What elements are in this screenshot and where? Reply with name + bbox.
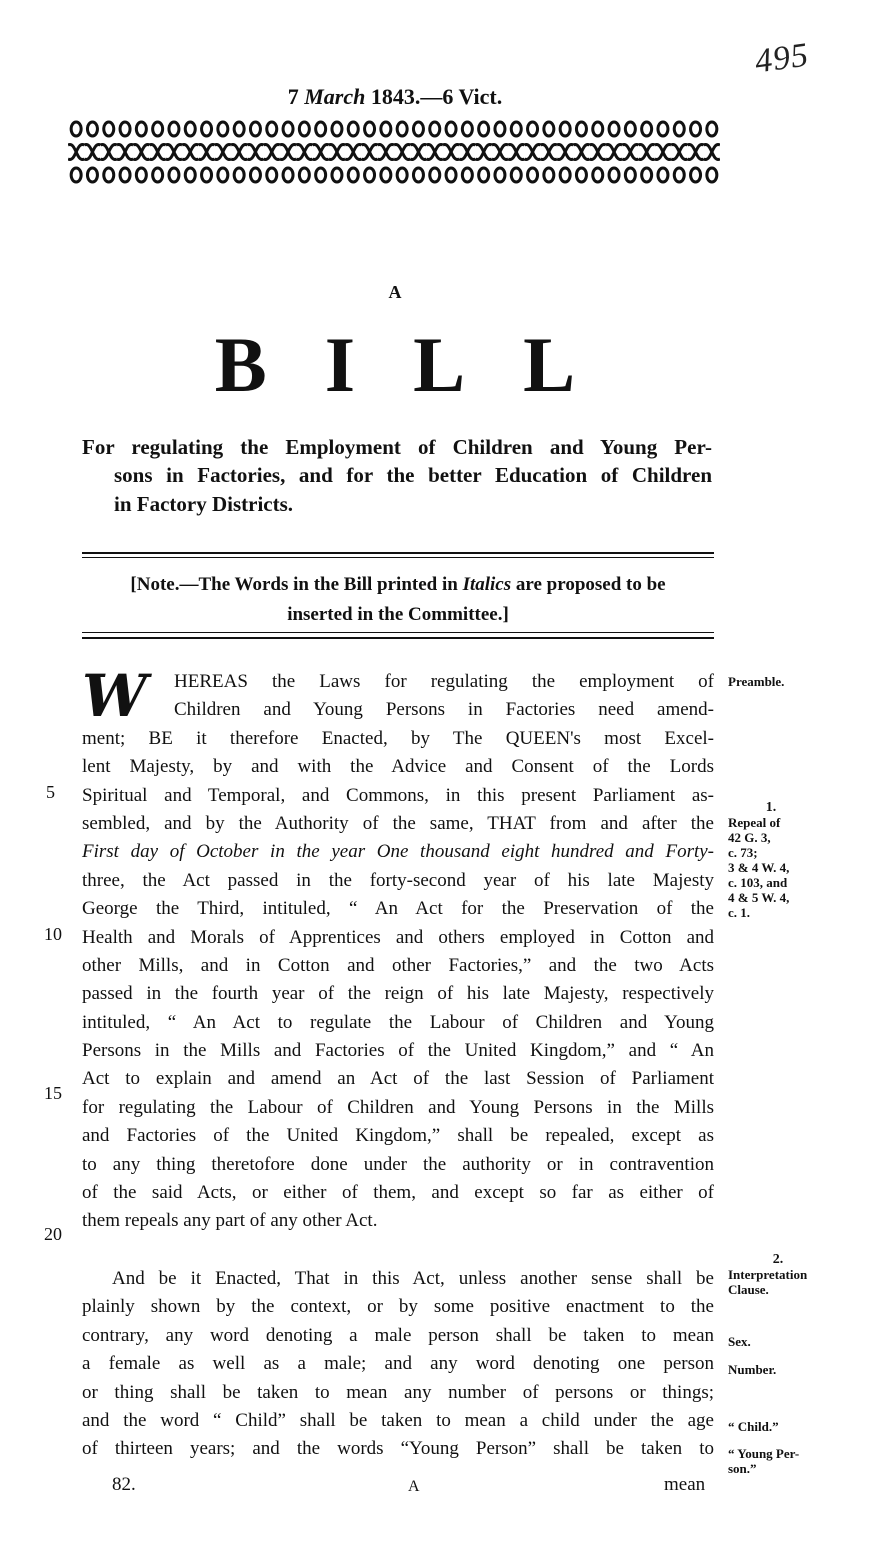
margin-note-child: “ Child.” — [728, 1419, 779, 1434]
text-line: of thirteen years; and the words “Young Person” shall be taken to — [82, 1438, 714, 1460]
text-line: or thing shall be taken to mean any number of persons or things; — [82, 1381, 714, 1403]
text-line: contrary, any word denoting a male person shall be taken to mean — [82, 1324, 714, 1346]
note-line-1: [Note.—The Words in the Bill printed in Italics are proposed to be — [130, 574, 666, 595]
preamble-text — [82, 662, 714, 1236]
text-line: Children and Young Persons in Factories need amend- — [174, 699, 714, 721]
text-line: First day of October in the year One thousand eight hundred and Forty- — [82, 841, 714, 863]
margin-note-preamble: Preamble. — [728, 674, 785, 689]
text-line: lent Majesty, by and with the Advice and Consent of the Lords — [82, 756, 714, 778]
divider-rule — [82, 632, 714, 633]
text-line: a female as well as a male; and any word denoting one person — [82, 1353, 714, 1375]
title-article: A — [388, 282, 402, 302]
margin-note-section-1: 1. Repeal of 42 G. 3, c. 73; 3 & 4 W. 4, c. 103, and 4 & 5 W. 4, c. 1. — [728, 800, 814, 920]
text-line: to any thing theretofore done under the authority or in contravention — [82, 1153, 714, 1175]
text-line: and the word “ Child” shall be taken to mean a child under the age — [82, 1409, 714, 1431]
bill-date-header — [0, 84, 790, 110]
subtitle-line: sons in Factories, and for the better Education of Children — [114, 463, 712, 488]
date-year-regnal: 1843.—6 Vict. — [370, 84, 503, 109]
divider-rule — [82, 552, 714, 554]
margin-note-section-2: 2. Interpretation Clause. — [728, 1252, 828, 1297]
divider-rule — [82, 557, 714, 558]
text-line: of the said Acts, or either of them, and except so far as either of — [82, 1182, 714, 1204]
bill-subtitle — [82, 432, 712, 517]
footer-catchword: mean — [664, 1474, 706, 1495]
text-line: other Mills, and in Cotton and other Factories,” and the two Acts — [82, 954, 714, 976]
section-number: 2. — [772, 1252, 784, 1267]
text-line: Spiritual and Temporal, and Commons, in this present Parliament as- — [82, 784, 714, 806]
line-number: 5 — [46, 782, 55, 802]
margin-note-young-person: “ Young Per- son.” — [728, 1446, 800, 1476]
footer-signature-letter: A — [408, 1478, 420, 1495]
section-2-text — [82, 1265, 714, 1464]
bill-title: BILL — [214, 321, 634, 408]
text-line: for regulating the Labour of Children and Young Persons in the Mills — [82, 1096, 714, 1118]
section-number: 1. — [765, 800, 777, 815]
margin-note-sex: Sex. — [728, 1334, 751, 1349]
date-day: 7 — [287, 84, 299, 109]
text-line: ment; BE it therefore Enacted, by The QUEEN's most Excel- — [82, 727, 714, 749]
line-number: 15 — [44, 1083, 62, 1103]
preamble-dropcap: W — [82, 662, 148, 730]
text-line: sembled, and by the Authority of the same, THAT from and after the — [82, 812, 714, 834]
text-line: HEREAS the Laws for regulating the employment of — [174, 671, 714, 692]
decorative-border-ornament — [68, 117, 720, 187]
text-line: passed in the fourth year of the reign of his late Majesty, respectively — [82, 983, 714, 1005]
text-line: George the Third, intituled, “ An Act for the Preservation of the — [82, 898, 714, 920]
folio-number: 495 — [752, 36, 812, 81]
line-number: 10 — [44, 924, 62, 944]
note-line-2: inserted in the Committee.] — [287, 604, 509, 625]
text-line: And be it Enacted, That in this Act, unless another sense shall be — [112, 1268, 714, 1289]
margin-note-number: Number. — [728, 1362, 777, 1377]
date-month: March — [304, 84, 366, 109]
divider-rule — [82, 637, 714, 639]
text-line: Act to explain and amend an Act of the last Session of Parliament — [82, 1068, 714, 1090]
text-line: them repeals any part of any other Act. — [82, 1210, 378, 1232]
text-line: and Factories of the United Kingdom,” shall be repealed, except as — [82, 1125, 714, 1147]
subtitle-line: For regulating the Employment of Children and Young Per- — [82, 435, 712, 459]
line-number: 20 — [44, 1224, 62, 1244]
text-line: Persons in the Mills and Factories of the United Kingdom,” and “ An — [82, 1040, 714, 1062]
footer-signature-number: 82. — [112, 1474, 136, 1495]
text-line: Health and Morals of Apprentices and others employed in Cotton and — [82, 926, 714, 948]
text-line: plainly shown by the context, or by some positive enactment to the — [82, 1296, 714, 1318]
text-line: three, the Act passed in the forty-second year of his late Majesty — [82, 869, 714, 891]
subtitle-line: in Factory Districts. — [114, 491, 294, 516]
editorial-note — [82, 570, 714, 630]
text-line: intituled, “ An Act to regulate the Labour of Children and Young — [82, 1011, 714, 1033]
